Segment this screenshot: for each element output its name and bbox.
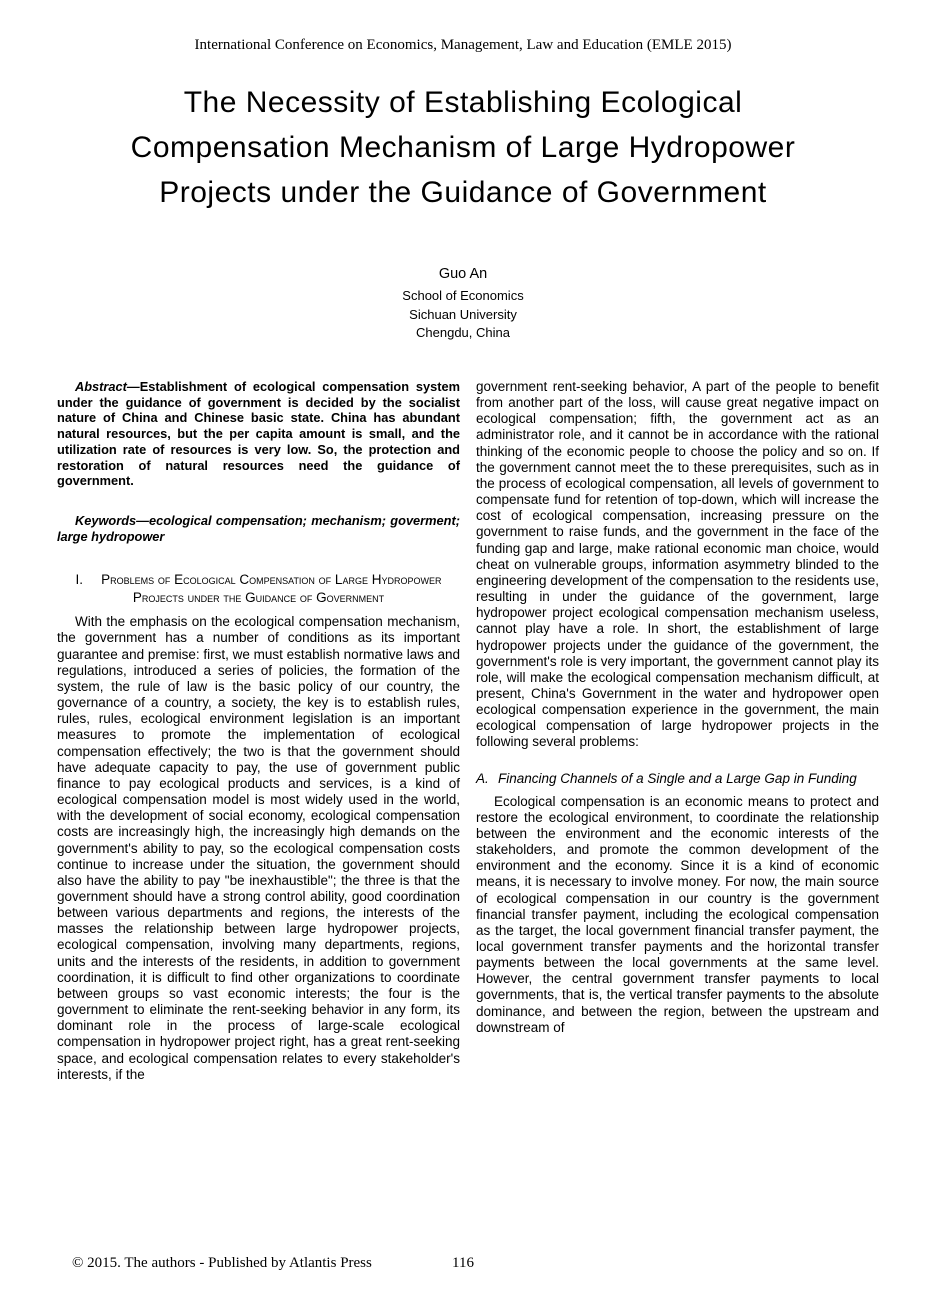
paper-title-line: The Necessity of Establishing Ecological [183,86,743,119]
paper-title-line: Compensation Mechanism of Large Hydropower [130,131,796,164]
right-column [476,379,879,1083]
subsection-a-number: A. [476,770,489,786]
two-column-body [57,379,879,1083]
section-1-number: I. [75,572,84,588]
keywords-text: ecological compensation; mechanism; goverment; large hydropower [57,512,460,544]
page-number: 116 [452,1255,474,1271]
author-block [0,266,926,343]
section-1-heading [57,571,460,607]
section-1-paragraph-continuation: government rent-seeking behavior, A part of the people to benefit from another part of the loss, will cause great negative impact on ecological compensation; fifth, the government act as an administrator role, and it cannot be in accordance with the rational thinking of the economic people to choose the policy and so on. If the government cannot meet the to these prerequisites, such as in the process of ecological compensation, all levels of government to compensate fund for retention of top-down, which will increase the cost of ecological compensation, increasing pressure on the government to raise funds, and the government in the face of the funding gap and large, make rational economic man choice, would cheat on vulnerable groups, information asymmetry blinded to the engineering development of the compensation to the residents use, resulting in under the guidance of the government, large hydropower project ecological compensation mechanism useless, cannot play have a role. In short, the establishment of large hydropower projects under the guidance of the government, the government's role is very important, the government cannot play its role, will make the ecological compensation mechanism difficult, at present, China's Government in the water and hydropower open ecological compensation experience in the government, the main ecological compensation of large hydropower projects in the following several problems: [476,379,879,750]
left-column [57,379,460,1083]
subsection-a-title: Financing Channels of a Single and a Large Gap in Funding [498,770,857,786]
author-affiliation-university: Sichuan University [409,306,517,322]
keywords-label: Keywords— [75,512,149,528]
keywords-paragraph [57,513,460,544]
paper-title [48,80,878,215]
section-1-title: Problems of Ecological Compensation of Large Hydropower Projects under the Guidance of Government [101,572,442,606]
subsection-a-heading [476,770,879,787]
section-1-paragraph: With the emphasis on the ecological compensation mechanism, the government has a number of conditions as its important guarantee and premise: first, we must establish normative laws and regulations, introduced a series of policies, the formation of the system, the rule of law is the basic policy of our country, the governance of a country, a society, the key is to establish rules, rules, rules, ecological environment legislation is an important measures to promote the implementation of ecological compensation effectively; the two is that the government should have adequate capacity to pay, the use of government public finance to pay ecological products and services, is a kind of ecological compensation model is most widely used in the world, with the development of social economy, ecological compensation costs are increasingly high, the increasingly high demands on the government's ability to pay, so the ecological compensation costs continue to increase under the situation, the government should also have the ability to pay "be inexhaustible"; the three is that the government should have a strong control ability, good coordination between various departments and regions, the interests of the masses the relationship between large hydropower projects, ecological compensation, involving many departments, regions, units and the interests of the residents, in addition to government coordination, it is difficult to find other organizations to coordinate between groups so vast economic interests; the four is the government to eliminate the rent-seeking behavior in any form, its dominant role in the process of large-scale ecological compensation in hydropower project right, has a great rent-seeking space, and ecological compensation relates to every stakeholder's interests, if the [57,614,460,1082]
copyright-notice: © 2015. The authors - Published by Atlantis Press [72,1255,372,1271]
author-affiliation-school: School of Economics [402,288,524,303]
author-affiliation-city: Chengdu, China [416,325,510,340]
abstract-text: Establishment of ecological compensation system under the guidance of government is decided by the socialist nature of China and Chinese basic state. China has abundant natural resources, but the per capita amount is small, and the utilization rate of resources is very low. So, the protection and restoration of natural resources need the guidance of government. [57,379,460,489]
abstract-paragraph [57,379,460,489]
author-name: Guo An [438,266,488,282]
abstract-label: Abstract— [75,379,140,394]
subsection-a-paragraph: Ecological compensation is an economic means to protect and restore the ecological environment, to coordinate the relationship between the environment and the economic interests of the stakeholders, and promote the common development of the environment and the economy. Since it is a kind of economic means, it is necessary to involve money. For now, the main source of ecological compensation in our country is the government financial transfer payment, including the ecological compensation as the target, the local government financial transfer payment, the local government transfer payments and the horizontal transfer payments between the local governments at the same level. However, the central government transfer payments to local governments, that is, the vertical transfer payments to the absolute dominance, and between the region, between the upstream and downstream of [476,793,879,1035]
conference-header: International Conference on Economics, Management, Law and Education (EMLE 2015) [194,37,732,53]
paper-title-line: Projects under the Guidance of Government [159,176,767,209]
